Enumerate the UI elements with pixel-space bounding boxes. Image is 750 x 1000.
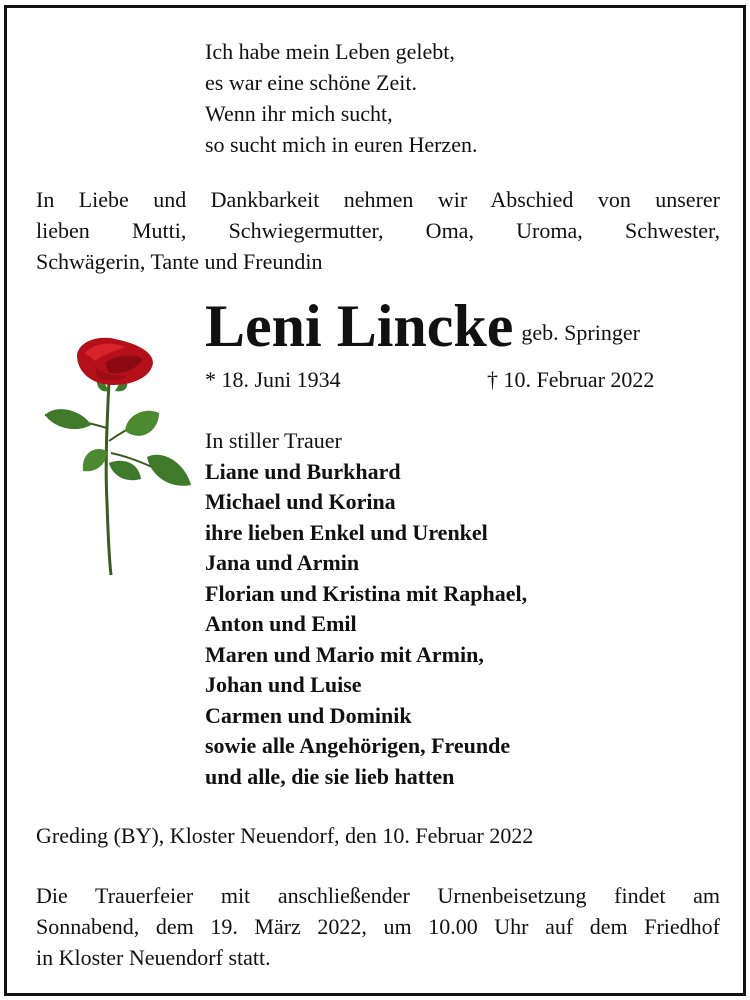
deceased-name: Leni Lincke	[205, 293, 514, 359]
poem-line: so sucht mich in euren Herzen.	[205, 132, 478, 157]
intro-line: Schwägerin, Tante und Freundin	[36, 249, 323, 274]
leaf	[83, 449, 107, 471]
mourner-line: Jana und Armin	[205, 550, 360, 575]
poem	[205, 36, 477, 160]
funeral-line: Die Trauerfeier mit anschließender Urnenbeisetzung findet am	[36, 883, 720, 908]
mourner-line: Michael und Korina	[205, 489, 396, 514]
rose-stem	[106, 381, 111, 575]
death-date: † 10. Februar 2022	[487, 367, 655, 392]
mourner-line: sowie alle Angehörigen, Freunde	[205, 733, 511, 758]
funeral-info	[36, 880, 720, 973]
deceased-name-row	[205, 290, 640, 362]
leaf	[45, 409, 91, 429]
mourner-line: und alle, die sie lieb hatten	[205, 763, 455, 789]
funeral-line: in Kloster Neuendorf statt.	[36, 945, 271, 970]
mourner-line: Maren und Mario mit Armin,	[205, 641, 484, 667]
mourner-line: Johan und Luise	[205, 672, 362, 697]
mourners-heading: In stiller Trauer	[205, 428, 342, 453]
mourner-line: Liane und Burkhard	[205, 458, 401, 484]
place-date: Greding (BY), Kloster Neuendorf, den 10. Februar 2022	[36, 823, 534, 848]
intro-line: In Liebe und Dankbarkeit nehmen wir Abschied von unserer	[36, 187, 720, 212]
mourner-line: Anton und Emil	[205, 611, 357, 636]
funeral-line: Sonnabend, dem 19. März 2022, um 10.00 Uhr auf dem Friedhof	[36, 914, 720, 939]
leaf	[109, 461, 141, 480]
obituary-frame	[4, 5, 746, 996]
leaf	[125, 411, 159, 436]
intro-line: lieben Mutti, Schwiegermutter, Oma, Uroma, Schwester,	[36, 218, 720, 243]
leaf	[147, 455, 191, 486]
poem-line: Ich habe mein Leben gelebt,	[205, 39, 455, 64]
mourners-list	[205, 426, 527, 792]
mourner-line: Florian und Kristina mit Raphael,	[205, 580, 528, 606]
birth-date: * 18. Juni 1934	[205, 367, 341, 392]
mourner-line: Carmen und Dominik	[205, 702, 412, 728]
rose-icon	[35, 333, 195, 583]
poem-line: es war eine schöne Zeit.	[205, 70, 417, 95]
maiden-name: geb. Springer	[521, 320, 640, 345]
intro-text	[36, 184, 720, 277]
poem-line: Wenn ihr mich sucht,	[205, 101, 393, 126]
mourner-line: ihre lieben Enkel und Urenkel	[205, 519, 488, 545]
